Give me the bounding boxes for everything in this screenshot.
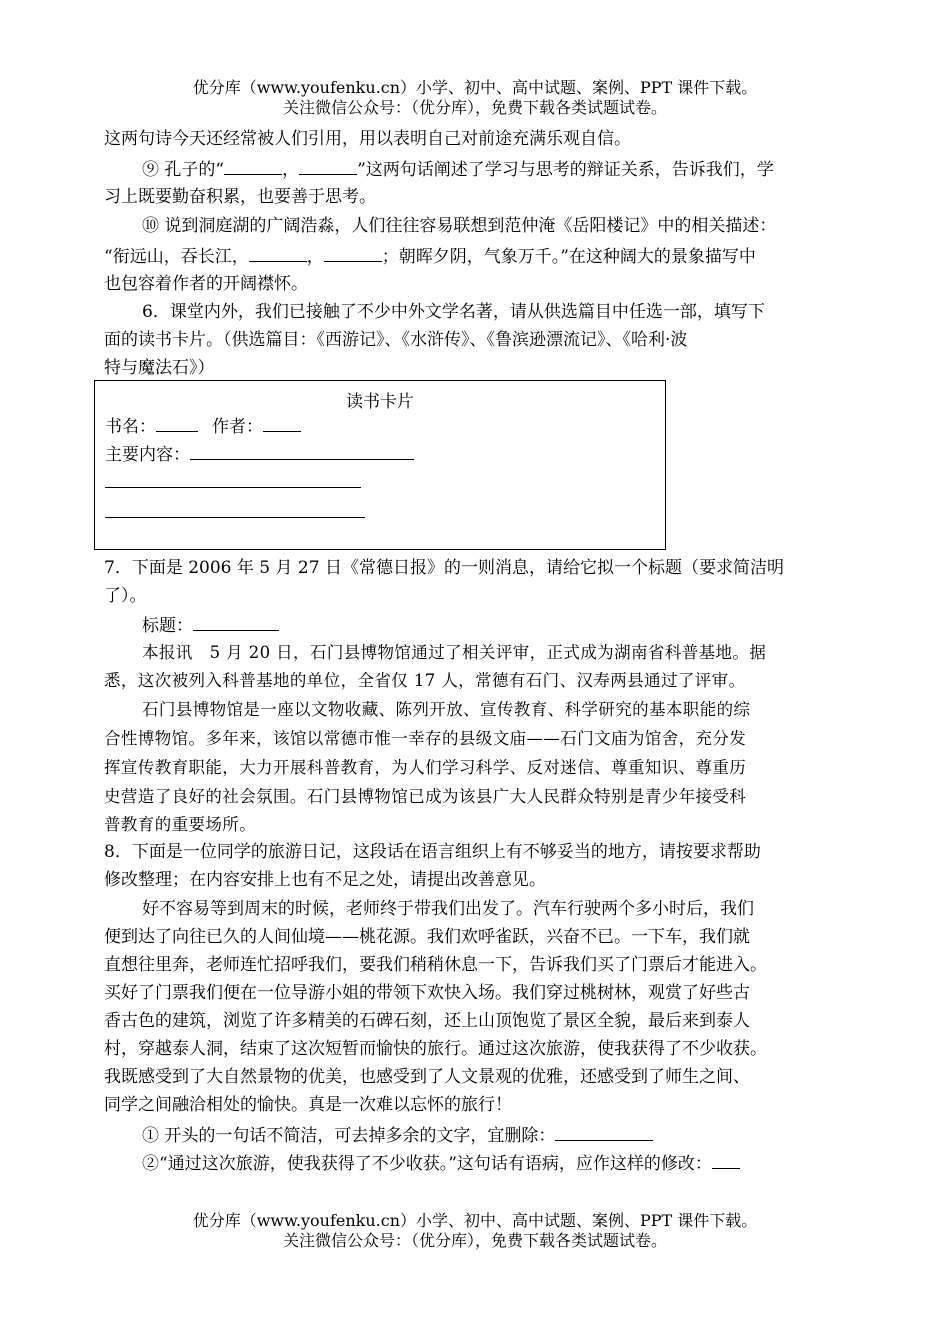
answer-blank[interactable]: [324, 243, 382, 262]
question-9-text: ⑨ 孔子的“: [142, 160, 225, 180]
diary-line: 我既感受到了大自然景物的优美，也感受到了人文景观的优雅，还感受到了师生之间、: [104, 1067, 750, 1087]
question-9-line: 习上既要勤奋积累，也要善于思考。: [104, 187, 376, 207]
title-blank[interactable]: [193, 612, 279, 631]
content-label: 主要内容：: [105, 445, 190, 465]
diary-line: 直想往里奔，老师连忙招呼我们，要我们稍稍休息一下，告诉我们买了门票后才能进入。: [104, 955, 767, 975]
answer-blank[interactable]: [299, 156, 357, 175]
sub-question-2-text: ②“通过这次旅游，使我获得了不少收获。”这句话有语病，应作这样的修改：: [142, 1154, 712, 1174]
question-9-text: ”这两句话阐述了学习与思考的辩证关系，告诉我们，学: [357, 160, 774, 180]
author-label: 作者：: [212, 417, 263, 437]
news-line: 悉，这次被列入科普基地的单位，全省仅 17 人，常德有石门、汉寿两县通过了评审。: [104, 671, 746, 690]
header-line-2: 关注微信公众号：（优分库），免费下载各类试题试卷。: [282, 98, 667, 117]
question-10-line: ⑩ 说到洞庭湖的广阔浩淼，人们往往容易联想到范仲淹《岳阳楼记》中的相关描述：: [142, 216, 777, 236]
question-10-text: “衔远山，吞长江，: [104, 247, 249, 267]
question-7-line: 了）。: [104, 586, 147, 606]
book-label: 书名：: [105, 417, 156, 437]
question-10-text: ；朝晖夕阴，气象万千。”在这种阔大的景象描写中: [381, 247, 756, 267]
news-line: 石门县博物馆是一座以文物收藏、陈列开放、宣传教育、科学研究的基本职能的综: [142, 700, 751, 719]
question-10-line: [104, 243, 756, 269]
diary-line: 村，穿越泰人洞，结束了这次短暂而愉快的旅行。通过这次旅游，使我获得了不少收获。: [104, 1039, 767, 1059]
question-7-line: 7．下面是 2006 年 5 月 27 日《常德日报》的一则消息，请给它拟一个标题（要求简洁明: [104, 558, 784, 578]
news-line: 史营造了良好的社会氛围。石门县博物馆已成为该县广大人民群众特别是青少年接受科: [104, 787, 747, 806]
question-6-line: 6．课堂内外，我们已接触了不少中外文学名著，请从供选篇目中任选一部，填写下: [142, 302, 765, 322]
news-line: 挥宣传教育职能，大力开展科普教育，为人们学习科学、反对迷信、尊重知识、尊重历: [104, 758, 747, 777]
title-label: 标题：: [142, 616, 193, 636]
sub-question-2: [142, 1150, 740, 1176]
book-blank[interactable]: [156, 413, 198, 432]
header-line-1: 优分库（www.youfenku.cn）小学、初中、高中试题、案例、PPT 课件下载。: [192, 78, 758, 97]
sub-question-1: [142, 1122, 653, 1148]
answer-blank[interactable]: [555, 1122, 653, 1141]
question-10-sep: ，: [306, 247, 324, 267]
content-blank[interactable]: [105, 517, 365, 518]
answer-blank[interactable]: [224, 156, 282, 175]
reading-card: [94, 380, 666, 550]
footer-line-1: 优分库（www.youfenku.cn）小学、初中、高中试题、案例、PPT 课件下载。: [192, 1211, 758, 1230]
footer-line-2: 关注微信公众号：（优分库），免费下载各类试题试卷。: [282, 1231, 667, 1250]
card-title: 读书卡片: [346, 392, 414, 412]
question-6-line: 特与魔法石》）: [104, 358, 215, 378]
question-8-line: 修改整理；在内容安排上也有不足之处，请提出改善意见。: [104, 870, 546, 890]
question-9-sep: ，: [282, 160, 300, 180]
sub-question-1-text: ① 开头的一句话不简洁，可去掉多余的文字，宜删除：: [142, 1126, 556, 1146]
question-8-line: 8．下面是一位同学的旅游日记，这段话在语言组织上有不够妥当的地方，请按要求帮助: [104, 842, 761, 862]
card-book-line: [105, 413, 301, 439]
diary-line: 香古色的建筑，浏览了许多精美的石碑石刻，还上山顶饱览了景区全貌，最后来到泰人: [104, 1011, 750, 1031]
poem-line: 这两句诗今天还经常被人们引用，用以表明自己对前途充满乐观自信。: [104, 129, 631, 149]
title-line: [142, 612, 279, 638]
content-blank[interactable]: [105, 487, 361, 488]
news-line: 合性博物馆。多年来，该馆以常德市惟一幸存的县级文庙——石门文庙为馆舍，充分发: [104, 729, 747, 748]
diary-line: 好不容易等到周末的时候，老师终于带我们出发了。汽车行驶两个多小时后，我们: [142, 899, 754, 919]
card-content-line: [105, 441, 414, 467]
author-blank[interactable]: [263, 413, 301, 432]
question-9-line: [142, 156, 774, 182]
content-blank[interactable]: [190, 441, 414, 460]
news-line: 本报讯 5 月 20 日，石门县博物馆通过了相关评审，正式成为湖南省科普基地。据: [142, 643, 767, 662]
question-6-line: 面的读书卡片。（供选篇目：《西游记》、《水浒传》、《鲁滨逊漂流记》、《哈利·波: [104, 330, 688, 350]
answer-blank[interactable]: [712, 1150, 740, 1169]
question-10-line: 也包容着作者的开阔襟怀。: [104, 274, 308, 294]
news-line: 普教育的重要场所。: [104, 815, 257, 834]
diary-line: 同学之间融洽相处的愉快。真是一次难以忘怀的旅行！: [104, 1095, 512, 1115]
diary-line: 便到达了向往已久的人间仙境——桃花源。我们欢呼雀跃，兴奋不已。一下车，我们就: [104, 927, 750, 947]
answer-blank[interactable]: [249, 243, 307, 262]
diary-line: 买好了门票我们便在一位导游小姐的带领下欢快入场。我们穿过桃树林，观赏了好些古: [104, 983, 750, 1003]
